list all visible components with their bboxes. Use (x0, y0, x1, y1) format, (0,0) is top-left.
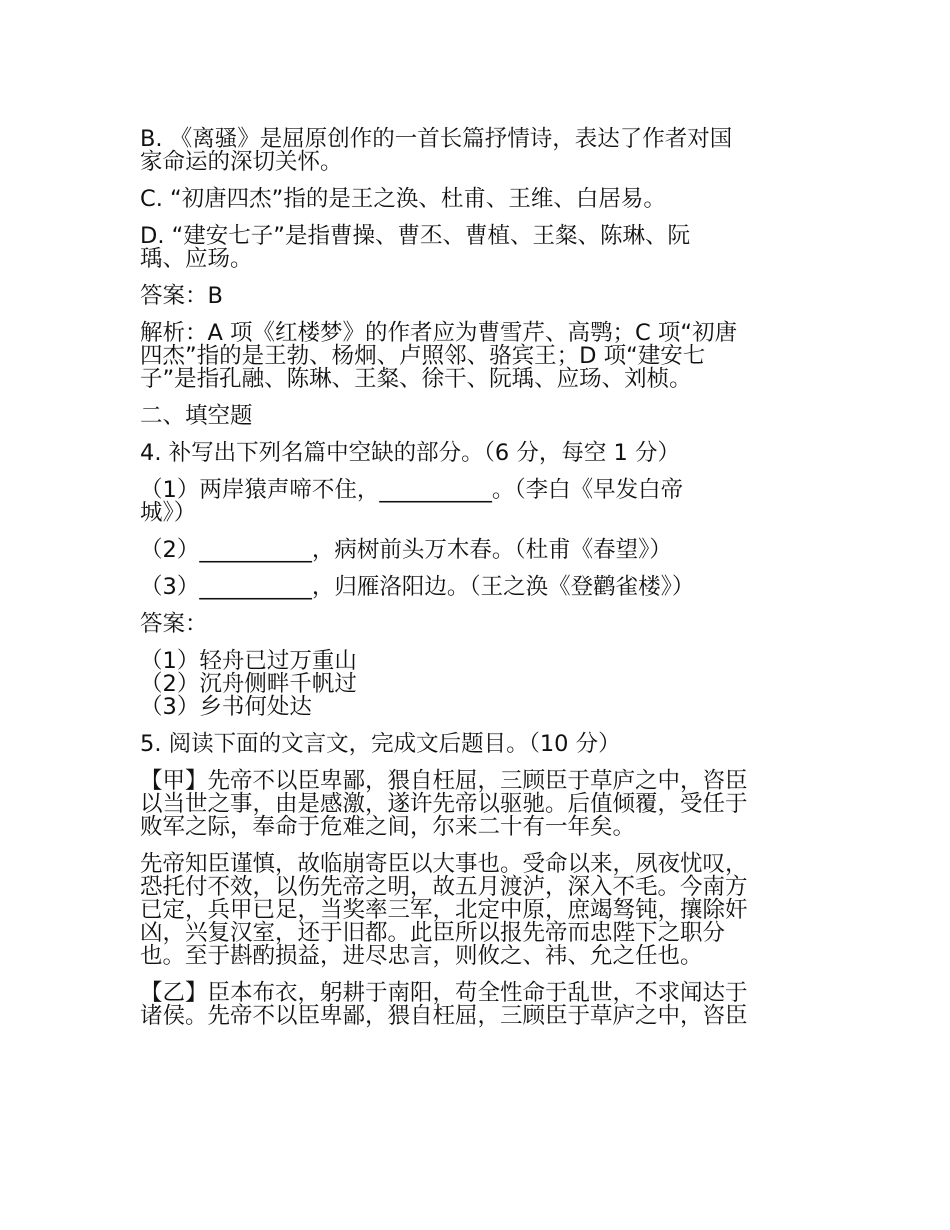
text-line: 4. 补写出下列名篇中空缺的部分。（6 分，每空 1 分） (140, 440, 680, 466)
text-line: C. “初唐四杰”指的是王之涣、杜甫、王维、白居易。 (140, 186, 666, 212)
text-line: （1）轻舟已过万重山 (140, 648, 357, 674)
option-d (140, 225, 820, 271)
text-line: 解析：A 项《红楼梦》的作者应为曹雪芹、高鹗；C 项“初唐 (140, 320, 738, 346)
answer-q4-label (140, 613, 820, 636)
text-line: 【乙】臣本布衣，躬耕于南阳，苟全性命于乱世，不求闻达于 (140, 980, 748, 1006)
text-line: B. 《离骚》是屈原创作的一首长篇抒情诗，表达了作者对国 (140, 126, 733, 152)
document-page (140, 128, 820, 1042)
text-line: 凶，兴复汉室，还于旧都。此臣所以报先帝而忠陛下之职分 (140, 920, 726, 946)
text-line: 恐托付不效，以伤先帝之明，故五月渡泸，深入不毛。今南方 (140, 874, 748, 900)
text-line: 也。至于斟酌损益，进尽忠言，则攸之、祎、允之任也。 (140, 943, 703, 969)
passage-jia-2 (140, 853, 820, 968)
text-line: （2）沉舟侧畔千帆过 (140, 671, 357, 697)
text-line: 以当世之事，由是感激，遂许先帝以驱驰。后值倾覆，受任于 (140, 791, 748, 817)
answer-q4 (140, 650, 820, 719)
passage-jia-1 (140, 770, 820, 839)
text-line: 城》） (140, 500, 197, 526)
answer-q3 (140, 285, 820, 308)
text-line: 四杰”指的是王勃、杨炯、卢照邻、骆宾王；D 项“建安七 (140, 343, 706, 369)
text-line: （1）两岸猿声啼不住，__________。（李白《早发白帝 (140, 477, 684, 503)
text-line: （3）__________，归雁洛阳边。（王之涣《登鹳雀楼》） (140, 574, 695, 600)
text-line: （3）乡书何处达 (140, 694, 312, 720)
question-4-1 (140, 479, 820, 525)
text-line: 子”是指孔融、陈琳、王粲、徐干、阮瑀、应玚、刘桢。 (140, 366, 692, 392)
text-line: 5. 阅读下面的文言文，完成文后题目。（10 分） (140, 731, 621, 757)
text-line: 瑀、应玚。 (140, 246, 253, 272)
question-5 (140, 733, 820, 756)
option-b (140, 128, 820, 174)
text-line: 答案： (140, 611, 208, 637)
analysis-q3 (140, 322, 820, 391)
text-line: D. “建安七子”是指曹操、曹丕、曹植、王粲、陈琳、阮 (140, 223, 690, 249)
option-c (140, 188, 820, 211)
text-line: 二、填空题 (140, 403, 253, 429)
section-heading (140, 405, 820, 428)
text-line: 已定，兵甲已足，当奖率三军，北定中原，庶竭驽钝，攘除奸 (140, 897, 748, 923)
text-line: 先帝知臣谨慎，故临崩寄臣以大事也。受命以来，夙夜忧叹， (140, 851, 748, 877)
text-line: 答案：B (140, 283, 223, 309)
passage-yi-1 (140, 982, 820, 1028)
question-4 (140, 442, 820, 465)
text-line: 家命运的深切关怀。 (140, 149, 343, 175)
question-4-3 (140, 576, 820, 599)
text-line: 诸侯。先帝不以臣卑鄙，猥自枉屈，三顾臣于草庐之中，咨臣 (140, 1003, 748, 1029)
text-line: 【甲】先帝不以臣卑鄙，猥自枉屈，三顾臣于草庐之中，咨臣 (140, 768, 748, 794)
text-line: （2）__________，病树前头万木春。（杜甫《春望》） (140, 537, 672, 563)
question-4-2 (140, 539, 820, 562)
text-line: 败军之际，奉命于危难之间，尔来二十有一年矣。 (140, 814, 636, 840)
